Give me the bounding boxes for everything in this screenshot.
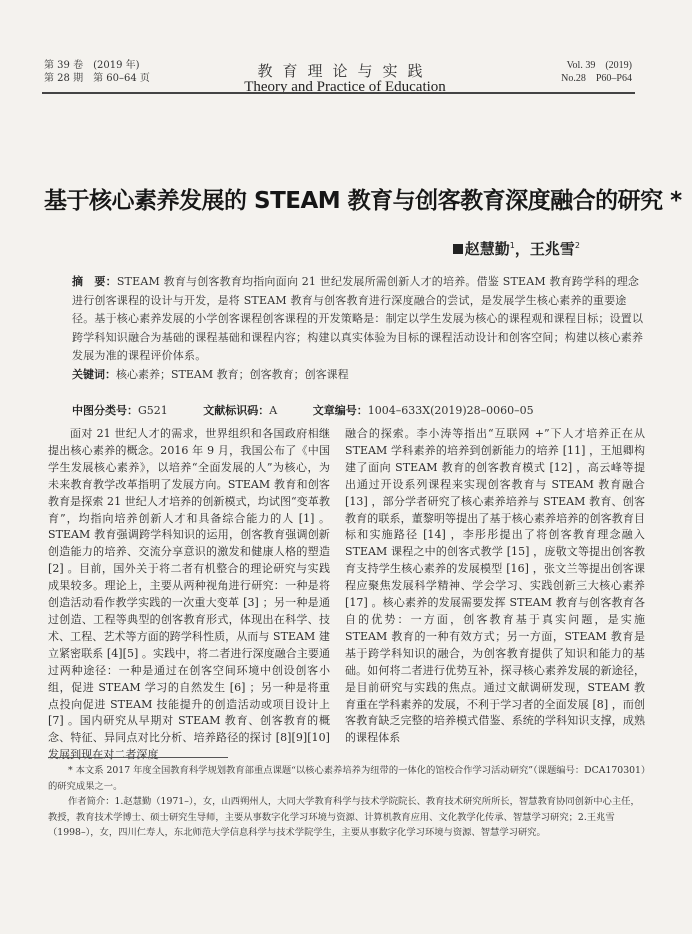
author-marker-icon xyxy=(453,244,463,254)
author-bio-note: 作者简介：1.赵慧勤（1971–），女，山西朔州人，大同大学教育科学与技术学院院长、教育技术研究所所长，智慧教育协同创新中心主任，教授，教育技术学博士、硕士研究生导师，主要从事数字化学习环境与资源、计算机教育应用、文化教学化传承、智慧学习研究；2.王兆雪（1998–），女，四川仁寿人，东北师范大学信息科学与技术学院学生，主要从事数字化学习环境与资源、智慧学习研究。 xyxy=(48,796,640,838)
doc-code-value: A xyxy=(269,404,278,417)
bleed-through-texture xyxy=(46,100,634,180)
no-pages-line-en: No.28 P60–P64 xyxy=(561,73,632,84)
clc-label: 中图分类号： xyxy=(72,404,138,417)
clc-value: G521 xyxy=(138,404,168,417)
abstract-label: 摘 要： xyxy=(72,275,117,288)
volume-line: 第 39 卷 (2019 年) xyxy=(44,60,140,71)
journal-title-cn: 教育理论与实践 xyxy=(257,62,433,80)
author-line xyxy=(453,238,580,259)
author-1: 赵慧勤 xyxy=(464,240,510,258)
body-paragraph: 面对 21 世纪人才的需求，世界组织和各国政府相继提出核心素养的概念。2016 年 9 月，我国公布了《中国学生发展核心素养》，以培养“全面发展的人”为核心，为未来教育教学改革指明了发展方向。STEAM 教育和创客教育是探索 21 世纪人才培养的创新模式，均试图“变革教育”，均指向培养创新人才和具备综合能力的人 [1] 。STEAM 教育强调跨学科知识的运用，创客教育强调创新创造能力的培养、交流分享意识的激发和健康人格的塑造 [2] 。目前，国外关于将二者有机整合的理论研究与实践成果较多。理论上，主要从两种视角进行研究：一种是将创造活动看作教学实践的一次重大变革 [3] ；另一种是通过创造、工程等典型的创客教育形式，体现出在科学、技术、工程、艺术等方面的跨学科性质，从而与 STEAM 建立紧密联系 [4][5] 。实践中，将二者进行深度融合主要通过两种途径：一种是通过在创客空间环境中创设创客小组，促进 STEAM 学习的自然发生 [6] ；另一种是将重点投向促进 STEAM 技能提升的创造活动或项目设计上 [7] 。国内研究从早期对 STEAM 教育、创客教育的概念、特征、异同点对比分析、培养路径的探讨 [8][9][10] 发展到现在对二者深度 xyxy=(48,427,330,762)
author-separator: ， xyxy=(514,240,530,258)
funding-note: * 本文系 2017 年度全国教育科学规划教育部重点课题“以核心素养培养为纽带的一体化的馆校合作学习活动研究”（课题编号：DCA170301）的研究成果之一。 xyxy=(48,765,646,792)
keywords-text: 核心素养；STEAM 教育；创客教育；创客课程 xyxy=(116,368,349,381)
classification-line xyxy=(72,402,566,418)
article-number-value: 1004–633X(2019)28–0060–05 xyxy=(367,404,534,417)
footnote-rule xyxy=(48,757,228,758)
volume-info-en xyxy=(561,59,632,85)
issue-pages-line: 第 28 期 第 60–64 页 xyxy=(44,73,150,84)
journal-name xyxy=(180,60,510,96)
article-number-label: 文章编号： xyxy=(312,404,368,417)
doc-code-label: 文献标识码： xyxy=(203,404,270,417)
keywords xyxy=(72,366,349,382)
footnotes xyxy=(48,763,646,841)
vol-line-en: Vol. 39 (2019) xyxy=(566,60,632,71)
header-rule xyxy=(42,92,635,94)
article-title: 基于核心素养发展的 STEAM 教育与创客教育深度融合的研究 * xyxy=(44,188,682,214)
author-1-affiliation: 1 xyxy=(509,241,515,250)
body-paragraph-continued: 融合的探索。李小涛等指出“互联网 +”下人才培养正在从 STEAM 学科素养的培养到创新能力的培养 [11] ，王旭卿构建了面向 STEAM 教育的创客教育模式 [12] ，高云峰等提出通过开设系列课程来实现创客教育与 STEAM 教育融合 [13] ，部分学者研究了核心素养培养与 STEAM 教育、创客教育的联系，董黎明等提出了基于核心素养培养的创客教育目标和实施路径 [14] ，李彤彤提出了将创客教育理念融入 STEAM 课程之中的创客式教学 [15] ，庞敬文等提出创客教育支持学生核心素养的发展模型 [16] ，张文兰等提出创客课程应聚焦发展科学精神、学会学习、实践创新三大核心素养 [17] 。核心素养的发展需要发挥 STEAM 教育与创客教育各自的优势：一方面，创客教育基于真实问题，是实施 STEAM 教育的一种有效方式；另一方面，STEAM 教育是基于跨学科知识的融合，为创客教育提供了知识和能力的基础。如何将二者进行优势互补，探寻核心素养发展的新途径，是目前研究与实践的焦点。通过文献调研发现，STEAM 教育重在学科素养的发展，不利于学习者的全面发展 [8] ，而创客教育缺乏完整的培养模式借鉴、系统的学科知识支撑，成熟的课程体系 xyxy=(345,427,645,745)
body-column-right xyxy=(345,426,645,747)
abstract-text: STEAM 教育与创客教育均指向面向 21 世纪发展所需创新人才的培养。借鉴 STEAM 教育跨学科的理念进行创客课程的设计与开发，是将 STEAM 教育与创客教育进行深度融合的尝试，是发展学生核心素养的重要途径。基于核心素养发展的小学创客课程创客课程的开发策略是：制定以学生发展为核心的课程观和课程目标；设置以跨学科知识融合为基础的课程基础和课程内容；构建以真实体验为目标的课程活动设计和创客空间；构建以核心素养发展为准的课程评价体系。 xyxy=(72,275,644,362)
abstract xyxy=(48,273,646,366)
author-2: 王兆雪 xyxy=(529,240,575,258)
keywords-label: 关键词： xyxy=(72,368,116,381)
volume-info-cn xyxy=(44,59,150,85)
body-column-left xyxy=(48,426,330,764)
page-header xyxy=(0,0,692,95)
author-2-affiliation: 2 xyxy=(574,241,580,250)
journal-title-en: Theory and Practice of Education xyxy=(244,79,446,95)
